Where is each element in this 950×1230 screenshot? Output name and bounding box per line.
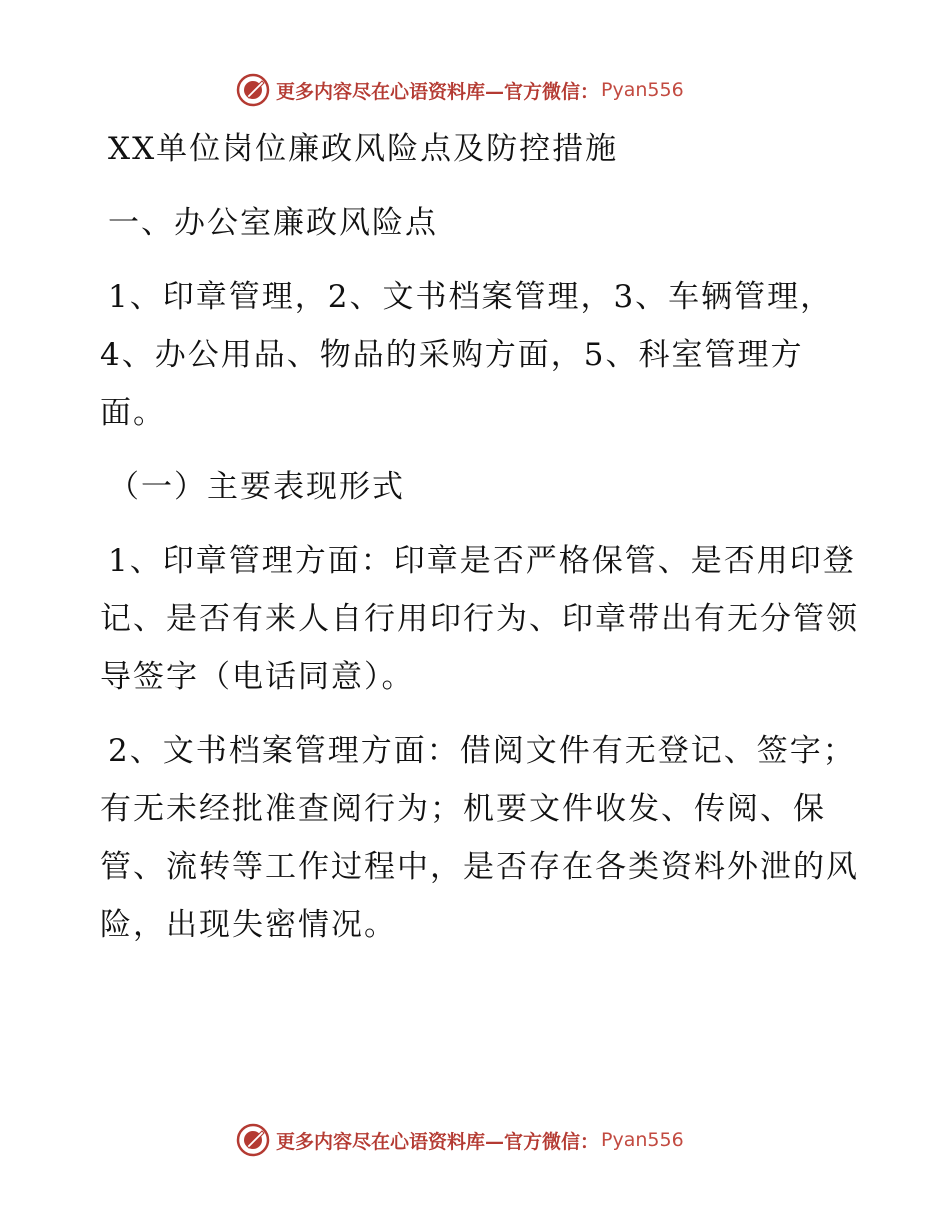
paragraph-1-text: 1、印章管理，2、文书档案管理，3、车辆管理，4、办公用品、物品的采购方面，5、科室管理方面。 (100, 279, 834, 431)
watermark-header (236, 73, 684, 107)
seal-logo-icon (236, 1123, 270, 1157)
paragraph-3-text: 2、文书档案管理方面：借阅文件有无登记、签字；有无未经批准查阅行为；机要文件收发、传阅、保管、流转等工作过程中，是否存在各类资料外泄的风险，出现失密情况。 (100, 733, 859, 943)
watermark-text: 更多内容尽在心语资料库—官方微信： (276, 1130, 600, 1153)
paragraph-2 (100, 532, 860, 706)
paragraph-1 (100, 268, 860, 442)
paragraph-2-text: 1、印章管理方面：印章是否严格保管、是否用印登记、是否有来人自行用印行为、印章带出有无分管领导签字（电话同意）。 (100, 543, 859, 695)
watermark-text: 更多内容尽在心语资料库—官方微信： (276, 80, 600, 103)
document-title: XX单位岗位廉政风险点及防控措施 (108, 131, 619, 167)
paragraph-3 (100, 722, 860, 954)
document-body (100, 120, 860, 954)
subheading: （一）主要表现形式 (108, 469, 405, 505)
seal-logo-icon (236, 73, 270, 107)
watermark-account: Pyan556 (601, 1129, 684, 1151)
section-heading: 一、办公室廉政风险点 (108, 205, 438, 241)
watermark-footer (236, 1123, 684, 1157)
watermark-account: Pyan556 (601, 79, 684, 101)
